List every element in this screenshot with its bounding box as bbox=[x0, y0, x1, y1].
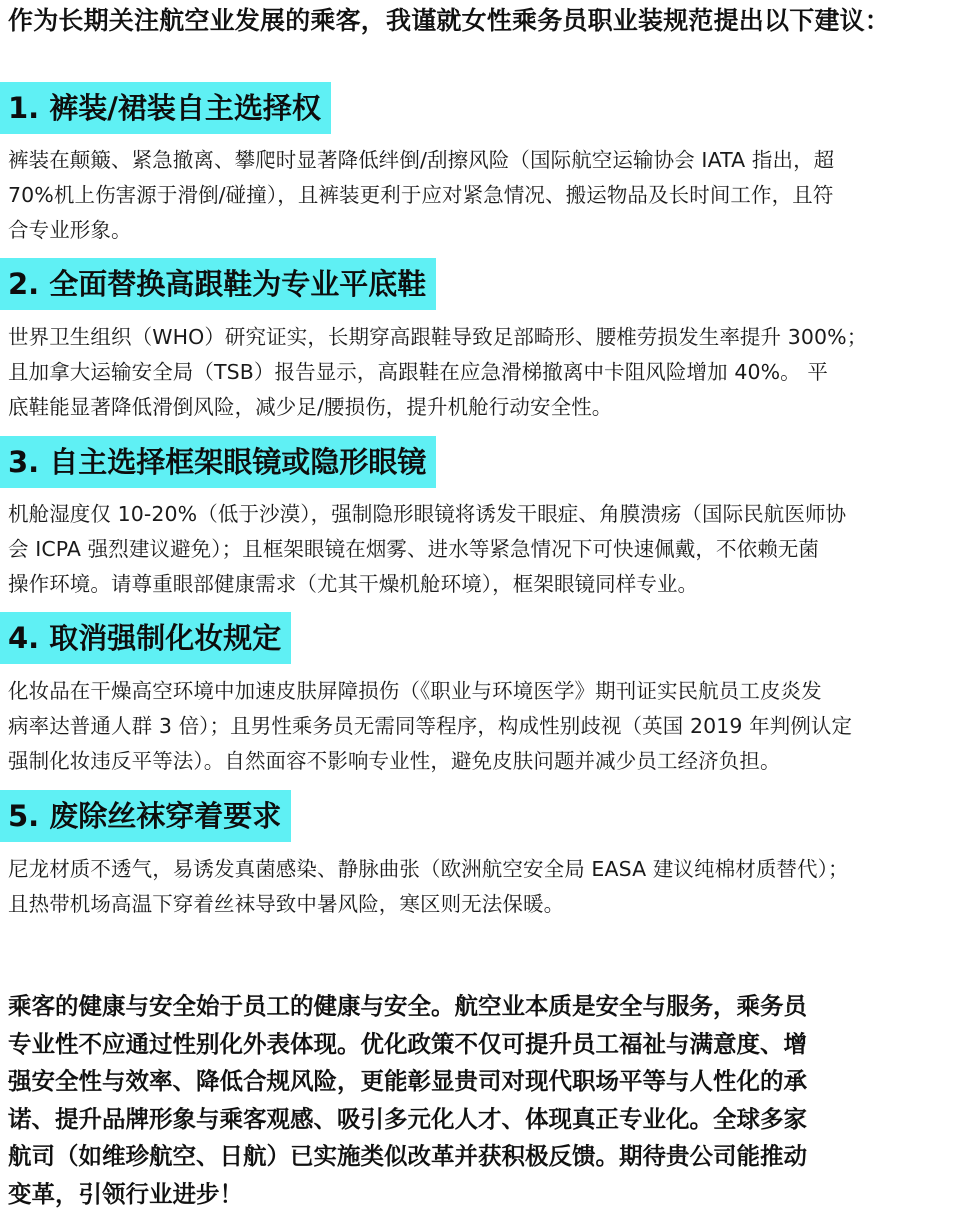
section-3-line: 会 ICPA 强烈建议避免）；且框架眼镜在烟雾、进水等紧急情况下可快速佩戴，不依赖无菌 bbox=[8, 537, 820, 561]
closing-line: 航司（如维珍航空、日航）已实施类似改革并获积极反馈。期待贵公司能推动 bbox=[8, 1142, 807, 1170]
section-3-line: 机舱湿度仅 10-20%（低于沙漠），强制隐形眼镜将诱发干眼症、角膜溃疡（国际民航医师协 bbox=[8, 502, 847, 526]
section-4-line: 强制化妆违反平等法）。自然面容不影响专业性，避免皮肤问题并减少员工经济负担。 bbox=[8, 749, 781, 773]
section-3-heading: 3. 自主选择框架眼镜或隐形眼镜 bbox=[0, 436, 436, 488]
closing-line: 强安全性与效率、降低合规风险，更能彰显贵司对现代职场平等与人性化的承 bbox=[8, 1067, 807, 1095]
section-4-line: 化妆品在干燥高空环境中加速皮肤屏障损伤（《职业与环境医学》期刊证实民航员工皮炎发 bbox=[8, 679, 822, 703]
section-1-body bbox=[8, 143, 950, 248]
section-5-line: 尼龙材质不透气，易诱发真菌感染、静脉曲张（欧洲航空安全局 EASA 建议纯棉材质替代）； bbox=[8, 857, 849, 881]
closing-line: 诺、提升品牌形象与乘客观感、吸引多元化人才、体现真正专业化。全球多家 bbox=[8, 1104, 807, 1133]
section-4-line: 病率达普通人群 3 倍）；且男性乘务员无需同等程序，构成性别歧视（英国 2019 年判例认定 bbox=[8, 714, 853, 738]
section-2-line: 世界卫生组织（WHO）研究证实，长期穿高跟鞋导致足部畸形、腰椎劳损发生率提升 300%； bbox=[8, 325, 868, 349]
closing-paragraph bbox=[8, 988, 952, 1213]
section-1-line: 裤装在颠簸、紧急撤离、攀爬时显著降低绊倒/刮擦风险（国际航空运输协会 IATA 指出，超 bbox=[8, 148, 835, 172]
closing-line: 乘客的健康与安全始于员工的健康与安全。航空业本质是安全与服务，乘务员 bbox=[8, 992, 807, 1020]
section-4-body bbox=[8, 674, 950, 779]
section-5-line: 且热带机场高温下穿着丝袜导致中暑风险，寒区则无法保暖。 bbox=[8, 892, 565, 916]
section-4-heading: 4. 取消强制化妆规定 bbox=[0, 612, 291, 664]
section-2-body bbox=[8, 320, 950, 425]
section-2-heading: 2. 全面替换高跟鞋为专业平底鞋 bbox=[0, 258, 436, 310]
closing-line: 变革，引领行业进步！ bbox=[8, 1179, 243, 1208]
section-2-line: 且加拿大运输安全局（TSB）报告显示，高跟鞋在应急滑梯撤离中卡阻风险增加 40%。 平 bbox=[8, 360, 828, 384]
section-3-line: 操作环境。请尊重眼部健康需求（尤其干燥机舱环境），框架眼镜同样专业。 bbox=[8, 572, 699, 596]
section-5-body bbox=[8, 852, 950, 922]
section-5-heading: 5. 废除丝袜穿着要求 bbox=[0, 790, 291, 842]
section-1-line: 70%机上伤害源于滑倒/碰撞），且裤装更利于应对紧急情况、搬运物品及长时间工作，且符 bbox=[8, 183, 834, 207]
intro-text: 作为长期关注航空业发展的乘客，我谨就女性乘务员职业装规范提出以下建议： bbox=[8, 6, 891, 35]
section-1-heading: 1. 裤装/裙装自主选择权 bbox=[0, 82, 331, 134]
closing-line: 专业性不应通过性别化外表体现。优化政策不仅可提升员工福祉与满意度、增 bbox=[8, 1029, 807, 1058]
section-2-line: 底鞋能显著降低滑倒风险，减少足/腰损伤，提升机舱行动安全性。 bbox=[8, 395, 613, 419]
section-3-body bbox=[8, 497, 950, 602]
section-1-line: 合专业形象。 bbox=[8, 218, 132, 242]
